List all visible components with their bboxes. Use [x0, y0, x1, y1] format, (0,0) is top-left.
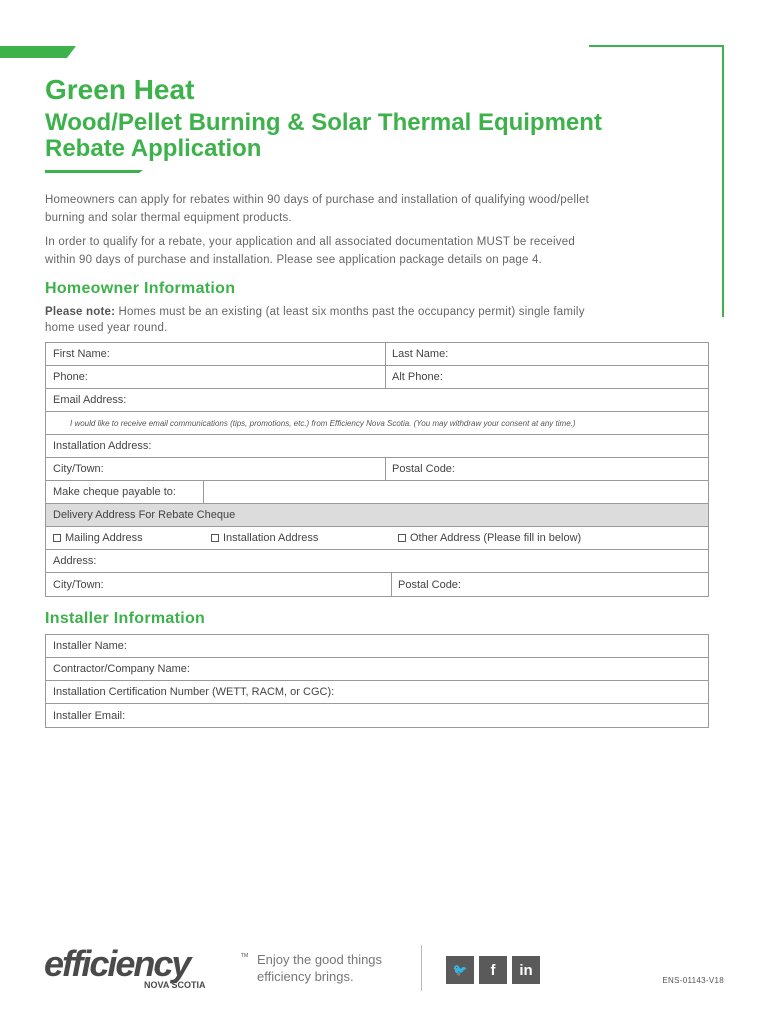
installer-name-field[interactable]: [46, 635, 709, 657]
green-frame-line-top: [589, 45, 724, 47]
installer-email-label: Installer Email:: [53, 709, 126, 722]
intro-paragraph-1: [45, 191, 705, 227]
delivery-heading-label: Delivery Address For Rebate Cheque: [53, 509, 236, 521]
logo-subtitle: NOVA SCOTIA: [144, 980, 206, 990]
installation-address-row: [46, 435, 708, 458]
installer-email-row: [46, 704, 708, 727]
subtitle-line-2: Rebate Application: [45, 135, 262, 162]
delivery-heading-row: [46, 504, 708, 527]
email-row: [46, 389, 708, 412]
page-title: Green Heat: [45, 74, 195, 105]
intro-p1-line2: burning and solar thermal equipment products.: [45, 212, 292, 224]
city-town-label: City/Town:: [53, 463, 104, 475]
cheque-payable-input[interactable]: [203, 481, 709, 503]
last-name-label: Last Name:: [392, 348, 449, 360]
postal-code-label: Postal Code:: [392, 463, 455, 475]
installation-address-option-label: Installation Address: [223, 532, 319, 544]
city-town-label-2: City/Town:: [53, 578, 104, 591]
city-town-field[interactable]: [46, 458, 385, 480]
other-address-label: Other Address (Please fill in below): [410, 532, 582, 544]
phone-row: [46, 366, 708, 389]
logo-wordmark: efficiency: [44, 944, 190, 984]
checkbox-icon: [211, 534, 219, 542]
logo-trademark: TM: [241, 953, 249, 959]
city-row: [46, 458, 708, 481]
consent-row: [46, 412, 708, 435]
title-underline-bar: [45, 170, 143, 173]
installer-section-heading: Installer Information: [45, 610, 206, 627]
alt-phone-label: Alt Phone:: [392, 371, 443, 383]
installation-address-checkbox[interactable]: [204, 527, 394, 549]
email-label: Email Address:: [53, 394, 127, 406]
first-name-field[interactable]: [46, 343, 385, 365]
green-frame-line-right: [722, 45, 724, 317]
cheque-payable-label: Make cheque payable to:: [53, 486, 176, 498]
mailing-address-label: Mailing Address: [65, 532, 143, 544]
city-town-field-2[interactable]: [46, 573, 391, 596]
facebook-glyph: f: [490, 961, 496, 979]
certification-number-field[interactable]: [46, 681, 709, 703]
footer-divider: [421, 945, 422, 991]
other-address-checkbox[interactable]: [391, 527, 709, 549]
first-name-label: First Name:: [53, 348, 110, 360]
address-row: [46, 550, 708, 573]
installer-email-field[interactable]: [46, 704, 709, 727]
twitter-icon[interactable]: [446, 956, 474, 984]
consent-text: I would like to receive email communications (tips, promotions, etc.) from Efficiency Nova Scotia. (You may withdraw your consent at any time.): [70, 418, 576, 428]
intro-p1-line1: Homeowners can apply for rebates within 90 days of purchase and installation of qualifying wood/pellet: [45, 194, 589, 206]
installer-form-table: [45, 634, 709, 728]
company-name-field[interactable]: [46, 658, 709, 680]
footer-tagline: [257, 951, 382, 985]
name-row: [46, 343, 708, 366]
note-label: Please note:: [45, 306, 116, 318]
twitter-glyph: 🐦: [452, 963, 468, 977]
delivery-heading: [46, 504, 709, 526]
note-line-1: Homes must be an existing (at least six months past the occupancy permit) single family: [115, 306, 585, 318]
tagline-line-2: efficiency brings.: [257, 969, 354, 984]
postal-code-field[interactable]: [385, 458, 709, 480]
email-consent-checkbox[interactable]: [46, 412, 709, 434]
linkedin-glyph: in: [519, 961, 533, 979]
facebook-icon[interactable]: [479, 956, 507, 984]
certification-row: [46, 681, 708, 704]
postal-code-field-2[interactable]: [391, 573, 709, 596]
tagline-line-1: Enjoy the good things: [257, 952, 383, 967]
company-name-label: Contractor/Company Name:: [53, 663, 190, 675]
email-field[interactable]: [46, 389, 709, 411]
homeowner-note: [45, 304, 705, 336]
note-line-2: home used year round.: [45, 322, 168, 334]
mailing-address-checkbox[interactable]: [46, 527, 206, 549]
cheque-payable-label-cell: [46, 481, 203, 503]
installation-address-field[interactable]: [46, 435, 709, 457]
address-field[interactable]: [46, 550, 709, 572]
green-accent-tab: [0, 46, 76, 58]
page-subtitle: [45, 110, 685, 162]
intro-p2-line1: In order to qualify for a rebate, your application and all associated documentation MUST be received: [45, 236, 575, 248]
cheque-row: [46, 481, 708, 504]
company-row: [46, 658, 708, 681]
delivery-options-row: [46, 527, 708, 550]
document-code: ENS-01143-V18: [662, 976, 724, 985]
intro-p2-line2: within 90 days of purchase and installation. Please see application package details on page 4.: [45, 254, 543, 266]
postal-code-label-2: Postal Code:: [398, 578, 461, 591]
checkbox-icon: [53, 534, 61, 542]
certification-number-label: Installation Certification Number (WETT, RACM, or CGC):: [53, 686, 335, 698]
linkedin-icon[interactable]: [512, 956, 540, 984]
alt-phone-field[interactable]: [385, 366, 709, 388]
intro-paragraph-2: [45, 233, 705, 269]
phone-label: Phone:: [53, 371, 88, 383]
homeowner-section-heading: Homeowner Information: [45, 280, 236, 297]
efficiency-nova-scotia-logo: [44, 944, 249, 990]
phone-field[interactable]: [46, 366, 385, 388]
last-name-field[interactable]: [385, 343, 709, 365]
installation-address-label: Installation Address:: [53, 440, 152, 452]
subtitle-line-1: Wood/Pellet Burning & Solar Thermal Equipment: [45, 109, 602, 136]
installer-name-label: Installer Name:: [53, 640, 127, 652]
installer-name-row: [46, 635, 708, 658]
checkbox-icon: [398, 534, 406, 542]
city-row-2: [46, 573, 708, 596]
address-label: Address:: [53, 555, 97, 567]
homeowner-form-table: [45, 342, 709, 597]
